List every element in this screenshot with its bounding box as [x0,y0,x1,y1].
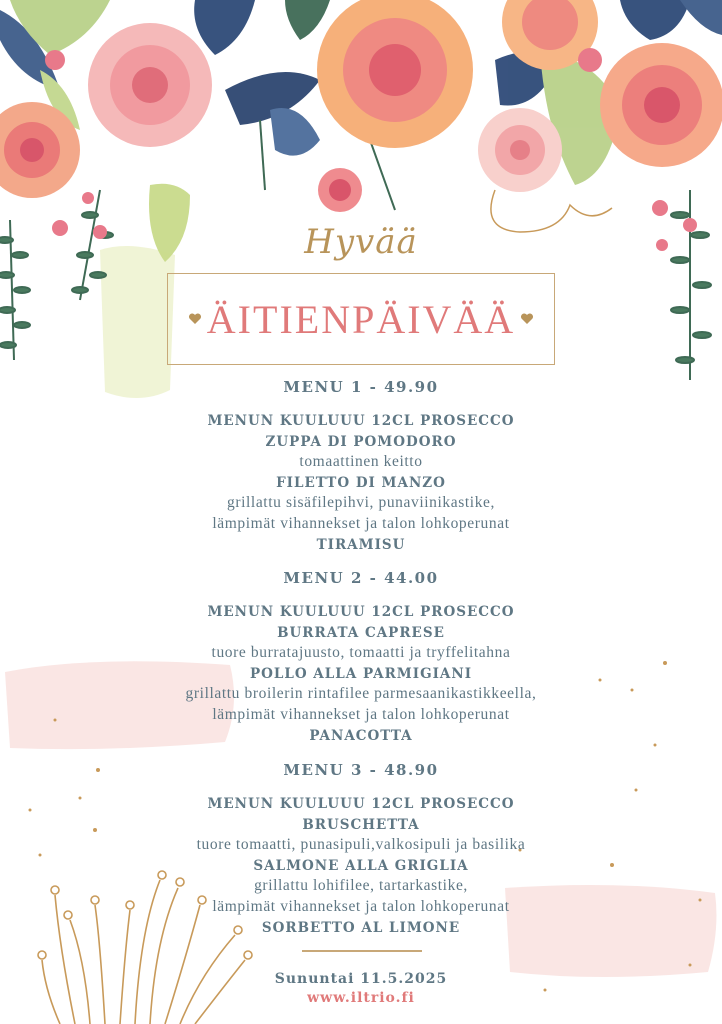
menu-item: PANACOTTA [309,727,413,744]
menu-item: TIRAMISU [316,536,406,553]
menu-item-description: tuore tomaatti, punasipuli,valkosipuli ja basilika [196,836,526,854]
menu-item: BRUSCHETTA [302,816,420,833]
menu-item: FILETTO DI MANZO [276,474,446,491]
menu-item-description: lämpimät vihannekset ja talon lohkoperunat [212,897,510,915]
footer-divider [302,950,422,952]
title-frame [167,273,555,365]
menu-2 [0,568,722,746]
menu-item-description: lämpimät vihannekset ja talon lohkoperunat [212,514,510,532]
heart-icon [520,312,534,326]
menu-item-description: grillattu sisäfilepihvi, punaviinikastike, [227,494,495,512]
menu-item-description: lämpimät vihannekset ja talon lohkoperunat [212,705,510,723]
menu-1 [0,377,722,555]
menu-item-description: grillattu broilerin rintafilee parmesaanikastikkeella, [185,685,537,703]
menu-heading: MENU 1 - 49.90 [283,378,439,396]
menu-item-description: tuore burratajuusto, tomaatti ja tryffelitahna [211,644,511,662]
menu-item: BURRATA CAPRESE [277,624,445,641]
menu-item: SORBETTO AL LIMONE [261,919,461,936]
menu-item-description: tomaattinen keitto [299,453,423,471]
menu-item: MENUN KUULUUU 12CL PROSECCO [207,413,515,429]
menu-heading: MENU 3 - 48.90 [283,761,439,779]
menu-3 [0,760,722,938]
event-date: Sununtai 11.5.2025 [274,971,448,987]
menu-item-description: grillattu lohifilee, tartarkastike, [254,877,468,895]
menu-item: POLLO ALLA PARMIGIANI [249,665,473,682]
website-link[interactable]: www.iltrio.fi [307,990,415,1006]
menu-item: MENUN KUULUUU 12CL PROSECCO [207,796,515,812]
menu-item: MENUN KUULUUU 12CL PROSECCO [207,604,515,620]
menu-item: ZUPPA DI POMODORO [265,433,457,450]
menu-item: SALMONE ALLA GRIGLIA [253,857,469,874]
page-title: ÄITIENPÄIVÄÄ [206,297,516,342]
greeting-script: Hyvää [304,222,418,262]
menu-heading: MENU 2 - 44.00 [283,569,439,587]
